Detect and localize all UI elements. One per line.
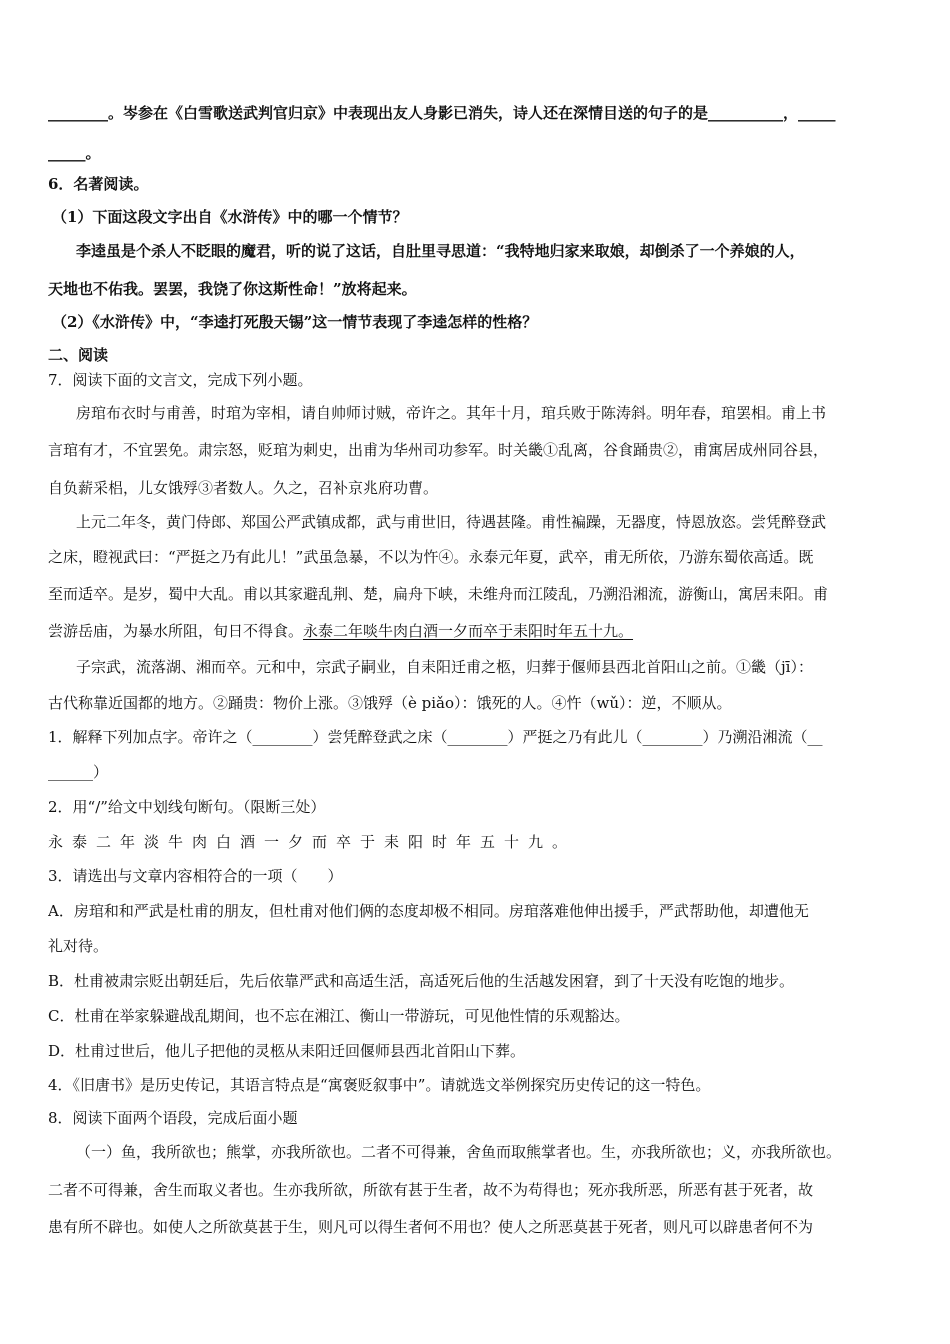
q7-passage-p2-line-4 bbox=[48, 621, 908, 641]
q7-passage-p1-line-1: 房琯布衣时与甫善，时琯为宰相，请自帅师讨贼，帝许之。其年十月，琯兵败于陈涛斜。明年春，琯罢相。甫上书 bbox=[76, 404, 827, 422]
q7-question-2-sentence: 永泰二年淡牛肉白酒一夕而卒于耒阳时年五十九。 bbox=[48, 833, 577, 851]
q7-passage-text: 尝游岳庙，为暴水所阻，旬日不得食。 bbox=[48, 622, 304, 640]
q7-question-2: 2．用“/”给文中划线句断句。（限断三处） bbox=[48, 798, 326, 816]
q7-question-4: 4．《旧唐书》是历史传记，其语言特点是“寓褒贬叙事中”。请就选文举例探究历史传记的这一特色。 bbox=[48, 1076, 711, 1094]
q8-passage-line-1: （一）鱼，我所欲也；熊掌，亦我所欲也。二者不可得兼，舍鱼而取熊掌者也。生，亦我所欲也；义，亦我所欲也。 bbox=[76, 1143, 842, 1161]
section-title: 二、阅读 bbox=[48, 346, 109, 364]
underlined-sentence: 永泰二年啖牛肉白酒一夕而卒于耒阳时年五十九。 bbox=[303, 622, 634, 640]
q7-passage-p1-line-3: 自负薪采梠，儿女饿殍③者数人。久之，召补京兆府功曹。 bbox=[48, 479, 439, 497]
q7-passage-p2-line-3: 至而适卒。是岁，蜀中大乱。甫以其家避乱荆、楚，扁舟下峡，未维舟而江陵乱，乃溯沿湘流，游衡山，寓居耒阳。甫 bbox=[48, 585, 829, 603]
q6-quote-line-1: 李逵虽是个杀人不眨眼的魔君，听的说了这话，自肚里寻思道：“我特地归家来取娘，却倒杀了一个养娘的人， bbox=[76, 242, 805, 260]
q6-sub-question-1: （1）下面这段文字出自《水浒传》中的哪一个情节？ bbox=[52, 208, 408, 226]
q7-intro: 7．阅读下面的文言文，完成下列小题。 bbox=[48, 371, 313, 389]
q7-notes-line: 古代称靠近国都的地方。②踊贵：物价上涨。③饿殍（è piǎo）：饿死的人。④忤（wǔ）：逆，不顺从。 bbox=[48, 694, 732, 712]
q7-passage-p3-line-1: 子宗武，流落湖、湘而卒。元和中，宗武子嗣业，自耒阳迁甫之柩，归葬于偃师县西北首阳山之前。①畿（jī）： bbox=[76, 658, 813, 676]
q7-option-c: C．杜甫在举家躲避战乱期间，也不忘在湘江、衡山一带游玩，可见他性情的乐观豁达。 bbox=[48, 1007, 630, 1025]
q7-passage-p1-line-2: 言琯有才，不宜罢免。肃宗怒，贬琯为刺史，出甫为华州司功参军。时关畿①乱离，谷食踊贵②，甫寓居成州同谷县， bbox=[48, 441, 829, 459]
q7-passage-p2-line-1: 上元二年冬，黄门侍郎、郑国公严武镇成都，武与甫世旧，待遇甚隆。甫性褊躁，无器度，恃恩放恣。尝凭醉登武 bbox=[76, 513, 827, 531]
q8-passage-line-2: 二者不可得兼，舍生而取义者也。生亦我所欲，所欲有甚于生者，故不为苟得也；死亦我所恶，所恶有甚于死者，故 bbox=[48, 1181, 814, 1199]
q7-option-a-line-1: A．房琯和和严武是杜甫的朋友，但杜甫对他们俩的态度却极不相同。房琯落难他伸出援手，严武帮助他，却遭他无 bbox=[48, 902, 809, 920]
q7-option-d: D．杜甫过世后，他儿子把他的灵柩从耒阳迁回偃师县西北首阳山下葬。 bbox=[48, 1042, 526, 1060]
q7-option-b: B．杜甫被肃宗贬出朝廷后，先后依靠严武和高适生活，高适死后他的生活越发困窘，到了十天没有吃饱的地步。 bbox=[48, 972, 795, 990]
q7-question-3: 3．请选出与文章内容相符合的一项（ ） bbox=[48, 867, 343, 885]
q7-passage-p2-line-2: 之床，瞪视武曰：“严挺之乃有此儿！”武虽急暴，不以为忤④。永泰元年夏，武卒，甫无所依，乃游东蜀依高适。既 bbox=[48, 548, 814, 566]
q8-intro: 8．阅读下面两个语段，完成后面小题 bbox=[48, 1109, 298, 1127]
q8-passage-line-3: 患有所不辟也。如使人之所欲莫甚于生，则凡可以得生者何不用也？使人之所恶莫甚于死者，则凡可以辟患者何不为 bbox=[48, 1218, 814, 1236]
q6-sub-question-2: （2）《水浒传》中，“李逵打死殷天锡”这一情节表现了李逵怎样的性格？ bbox=[52, 313, 538, 331]
q5-blank-line-1: ________。岑参在《白雪歌送武判官归京》中表现出友人身影已消失，诗人还在深情目送的句子的是__________，_____ bbox=[48, 104, 836, 122]
q6-heading: 6．名著阅读。 bbox=[48, 175, 149, 193]
q7-question-1-line-2: ______） bbox=[48, 763, 109, 781]
q5-blank-line-2: _____。 bbox=[48, 144, 101, 162]
q7-option-a-line-2: 礼对待。 bbox=[48, 937, 109, 955]
q6-quote-line-2: 天地也不佑我。罢罢，我饶了你这斯性命！”放将起来。 bbox=[48, 280, 417, 298]
q7-question-1-line-1: 1．解释下列加点字。帝许之（________）尝凭醉登武之床（________）严挺之乃有此儿（________）乃溯沿湘流（__ bbox=[48, 728, 823, 746]
